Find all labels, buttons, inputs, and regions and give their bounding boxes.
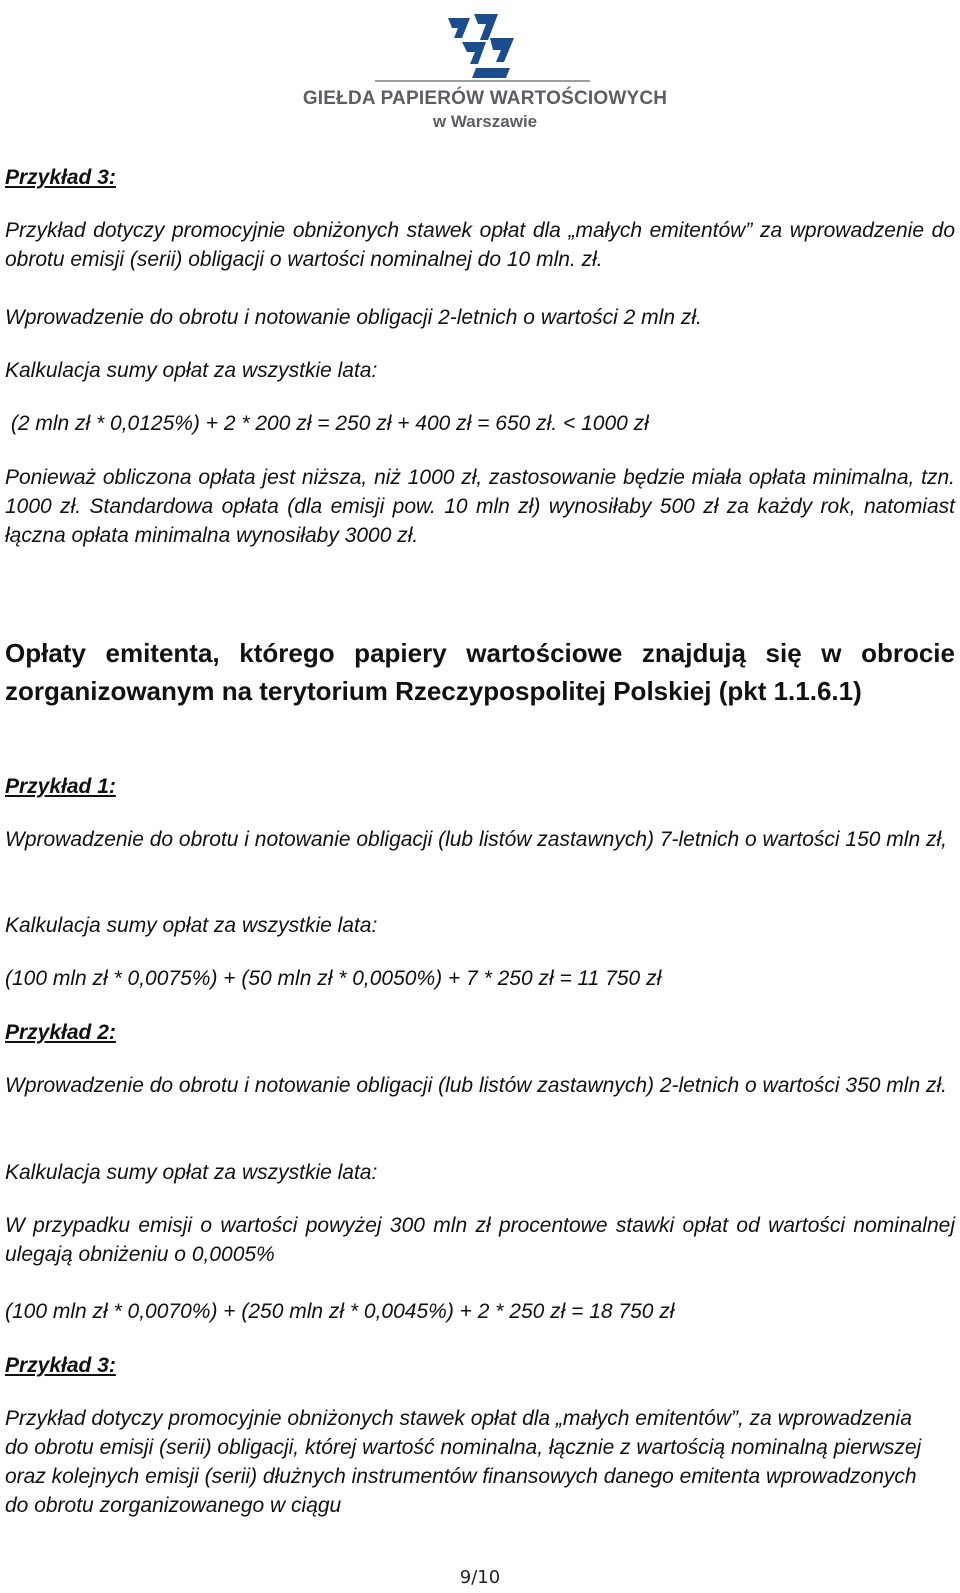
gpw-logo-icon <box>440 12 520 80</box>
example-2-case: Wprowadzenie do obrotu i notowanie obligacji (lub listów zastawnych) 2-letnich o wartości 350 mln zł. <box>5 1074 947 1097</box>
example-3-case: Wprowadzenie do obrotu i notowanie obligacji 2-letnich o wartości 2 mln zł. <box>5 306 702 329</box>
example-1-formula: (100 mln zł * 0,0075%) + (50 mln zł * 0,0050%) + 7 * 250 zł = 11 750 zł <box>5 967 662 990</box>
example-1-calc-label: Kalkulacja sumy opłat za wszystkie lata: <box>5 914 378 937</box>
section-title: Opłaty emitenta, którego papiery wartościowe znajdują się w obrocie zorganizowanym na terytorium Rzeczypospolitej Polskiej (pkt 1.1.6.1) <box>5 638 955 706</box>
example-3-calc-label: Kalkulacja sumy opłat za wszystkie lata: <box>5 359 378 382</box>
example-2-formula: (100 mln zł * 0,0070%) + (250 mln zł * 0,0045%) + 2 * 250 zł = 18 750 zł <box>5 1300 675 1323</box>
org-city: w Warszawie <box>432 112 538 131</box>
example-2-note: W przypadku emisji o wartości powyżej 300 mln zł procentowe stawki opłat od wartości nominalnej ulegają obniżeniu o 0,0005% <box>5 1214 955 1266</box>
example-3-explanation: Ponieważ obliczona opłata jest niższa, niż 1000 zł, zastosowanie będzie miała opłata minimalna, tzn. 1000 zł. Standardowa opłata (dla emisji pow. 10 mln zł) wynosiłaby 500 zł za każdy rok, natomiast łączna opłata minimalna wynosiłaby 3000 zł. <box>5 466 955 547</box>
example-2-calc-label: Kalkulacja sumy opłat za wszystkie lata: <box>5 1161 378 1184</box>
example-3-intro: Przykład dotyczy promocyjnie obniżonych stawek opłat dla „małych emitentów” za wprowadzenie do obrotu emisji (serii) obligacji o wartości nominalnej do 10 mln. zł. <box>5 219 955 271</box>
example-1-case: Wprowadzenie do obrotu i notowanie obligacji (lub listów zastawnych) 7-letnich o wartości 150 mln zł, <box>5 828 947 851</box>
page-number: 9/10 <box>459 1567 501 1588</box>
example-3-heading: Przykład 3: <box>5 166 116 189</box>
org-name: GIEŁDA PAPIERÓW WARTOŚCIOWYCH <box>302 88 668 109</box>
example-1-heading: Przykład 1: <box>5 775 116 798</box>
example-2-heading: Przykład 2: <box>5 1021 116 1044</box>
example-3b-intro: Przykład dotyczy promocyjnie obniżonych stawek opłat dla „małych emitentów”, za wprowadzenia do obrotu emisji (serii) obligacji, której wartość nominalna, łącznie z wartością nominalną pierwszej oraz kolejnych emisji (serii) dłużnych instrumentów finansowych danego emitenta wprowadzonych do obrotu zorganizowanego w ciągu <box>5 1407 922 1517</box>
example-3b-heading: Przykład 3: <box>5 1354 116 1377</box>
logo-divider <box>375 80 590 82</box>
header-logo <box>0 0 960 140</box>
example-3-formula: (2 mln zł * 0,0125%) + 2 * 200 zł = 250 zł + 400 zł = 650 zł. < 1000 zł <box>5 412 649 435</box>
